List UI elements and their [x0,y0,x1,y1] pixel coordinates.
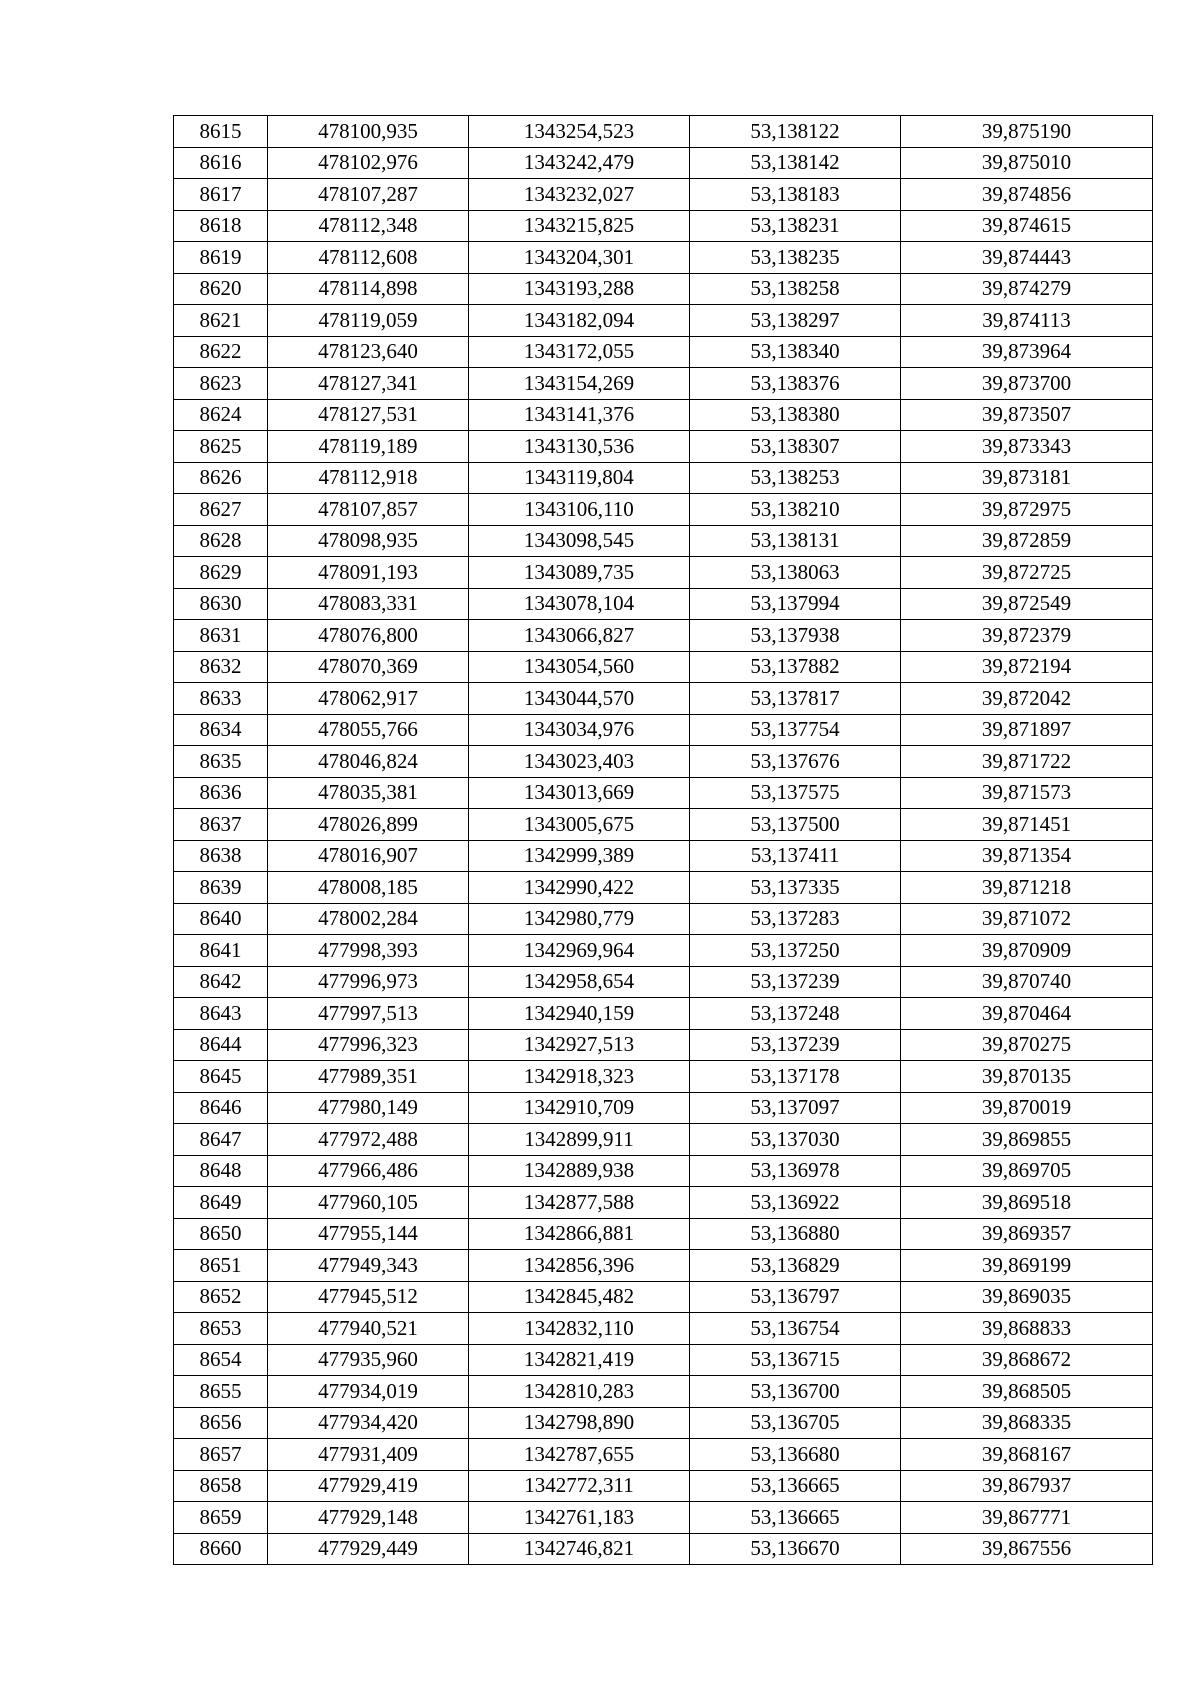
x-coordinate-cell: 478123,640 [268,336,469,368]
y-coordinate-cell: 1343182,094 [469,305,690,337]
longitude-cell: 39,874279 [901,273,1153,305]
table-row [174,651,1153,683]
longitude-cell: 39,873181 [901,462,1153,494]
latitude-cell: 53,138231 [690,210,901,242]
point-number-cell: 8629 [174,557,268,589]
point-number-cell: 8619 [174,242,268,274]
x-coordinate-cell: 477945,512 [268,1281,469,1313]
longitude-cell: 39,871722 [901,746,1153,778]
x-coordinate-cell: 478119,059 [268,305,469,337]
x-coordinate-cell: 478098,935 [268,525,469,557]
point-number-cell: 8643 [174,998,268,1030]
y-coordinate-cell: 1342940,159 [469,998,690,1030]
x-coordinate-cell: 478055,766 [268,714,469,746]
latitude-cell: 53,136705 [690,1407,901,1439]
latitude-cell: 53,137250 [690,935,901,967]
x-coordinate-cell: 478114,898 [268,273,469,305]
latitude-cell: 53,138297 [690,305,901,337]
y-coordinate-cell: 1342866,881 [469,1218,690,1250]
point-number-cell: 8628 [174,525,268,557]
point-number-cell: 8651 [174,1250,268,1282]
longitude-cell: 39,871897 [901,714,1153,746]
longitude-cell: 39,872194 [901,651,1153,683]
longitude-cell: 39,872975 [901,494,1153,526]
point-number-cell: 8624 [174,399,268,431]
x-coordinate-cell: 478070,369 [268,651,469,683]
latitude-cell: 53,136700 [690,1376,901,1408]
y-coordinate-cell: 1342999,389 [469,840,690,872]
table-row [174,1407,1153,1439]
x-coordinate-cell: 477997,513 [268,998,469,1030]
table-row [174,1313,1153,1345]
point-number-cell: 8647 [174,1124,268,1156]
x-coordinate-cell: 478091,193 [268,557,469,589]
coordinates-table-body [174,116,1153,1565]
point-number-cell: 8659 [174,1502,268,1534]
point-number-cell: 8652 [174,1281,268,1313]
y-coordinate-cell: 1343034,976 [469,714,690,746]
y-coordinate-cell: 1342772,311 [469,1470,690,1502]
y-coordinate-cell: 1343013,669 [469,777,690,809]
x-coordinate-cell: 477940,521 [268,1313,469,1345]
table-row [174,273,1153,305]
latitude-cell: 53,137335 [690,872,901,904]
table-row [174,494,1153,526]
table-row [174,588,1153,620]
latitude-cell: 53,136715 [690,1344,901,1376]
longitude-cell: 39,872379 [901,620,1153,652]
longitude-cell: 39,868335 [901,1407,1153,1439]
y-coordinate-cell: 1342761,183 [469,1502,690,1534]
longitude-cell: 39,872725 [901,557,1153,589]
longitude-cell: 39,870740 [901,966,1153,998]
y-coordinate-cell: 1342980,779 [469,903,690,935]
table-row [174,746,1153,778]
x-coordinate-cell: 478100,935 [268,116,469,148]
table-row [174,840,1153,872]
latitude-cell: 53,136680 [690,1439,901,1471]
longitude-cell: 39,870019 [901,1092,1153,1124]
y-coordinate-cell: 1343232,027 [469,179,690,211]
longitude-cell: 39,870909 [901,935,1153,967]
latitude-cell: 53,138183 [690,179,901,211]
y-coordinate-cell: 1343172,055 [469,336,690,368]
table-row [174,1502,1153,1534]
y-coordinate-cell: 1343078,104 [469,588,690,620]
table-row [174,1376,1153,1408]
point-number-cell: 8654 [174,1344,268,1376]
latitude-cell: 53,137283 [690,903,901,935]
x-coordinate-cell: 478107,287 [268,179,469,211]
x-coordinate-cell: 478083,331 [268,588,469,620]
longitude-cell: 39,872549 [901,588,1153,620]
longitude-cell: 39,867771 [901,1502,1153,1534]
latitude-cell: 53,136665 [690,1470,901,1502]
point-number-cell: 8650 [174,1218,268,1250]
table-row [174,683,1153,715]
y-coordinate-cell: 1343130,536 [469,431,690,463]
longitude-cell: 39,871072 [901,903,1153,935]
x-coordinate-cell: 478016,907 [268,840,469,872]
table-row [174,179,1153,211]
latitude-cell: 53,138376 [690,368,901,400]
y-coordinate-cell: 1342927,513 [469,1029,690,1061]
longitude-cell: 39,871573 [901,777,1153,809]
point-number-cell: 8637 [174,809,268,841]
longitude-cell: 39,873700 [901,368,1153,400]
x-coordinate-cell: 477929,148 [268,1502,469,1534]
point-number-cell: 8642 [174,966,268,998]
table-row [174,462,1153,494]
y-coordinate-cell: 1342969,964 [469,935,690,967]
point-number-cell: 8660 [174,1533,268,1565]
y-coordinate-cell: 1342990,422 [469,872,690,904]
x-coordinate-cell: 477929,419 [268,1470,469,1502]
x-coordinate-cell: 477949,343 [268,1250,469,1282]
point-number-cell: 8618 [174,210,268,242]
y-coordinate-cell: 1343098,545 [469,525,690,557]
latitude-cell: 53,137178 [690,1061,901,1093]
table-row [174,903,1153,935]
y-coordinate-cell: 1342787,655 [469,1439,690,1471]
point-number-cell: 8648 [174,1155,268,1187]
table-row [174,998,1153,1030]
table-row [174,777,1153,809]
table-row [174,1533,1153,1565]
point-number-cell: 8632 [174,651,268,683]
x-coordinate-cell: 477929,449 [268,1533,469,1565]
point-number-cell: 8621 [174,305,268,337]
table-row [174,1029,1153,1061]
longitude-cell: 39,871451 [901,809,1153,841]
table-row [174,210,1153,242]
latitude-cell: 53,137575 [690,777,901,809]
longitude-cell: 39,871354 [901,840,1153,872]
table-row [174,1155,1153,1187]
point-number-cell: 8639 [174,872,268,904]
longitude-cell: 39,875010 [901,147,1153,179]
x-coordinate-cell: 478127,531 [268,399,469,431]
table-row [174,1218,1153,1250]
point-number-cell: 8646 [174,1092,268,1124]
y-coordinate-cell: 1343023,403 [469,746,690,778]
latitude-cell: 53,137882 [690,651,901,683]
table-row [174,557,1153,589]
table-row [174,1061,1153,1093]
y-coordinate-cell: 1343106,110 [469,494,690,526]
x-coordinate-cell: 478035,381 [268,777,469,809]
x-coordinate-cell: 478127,341 [268,368,469,400]
table-row [174,305,1153,337]
y-coordinate-cell: 1342958,654 [469,966,690,998]
x-coordinate-cell: 478112,608 [268,242,469,274]
x-coordinate-cell: 477934,019 [268,1376,469,1408]
longitude-cell: 39,869357 [901,1218,1153,1250]
table-row [174,368,1153,400]
longitude-cell: 39,867937 [901,1470,1153,1502]
table-row [174,935,1153,967]
latitude-cell: 53,136978 [690,1155,901,1187]
latitude-cell: 53,138063 [690,557,901,589]
latitude-cell: 53,136665 [690,1502,901,1534]
x-coordinate-cell: 478076,800 [268,620,469,652]
table-row [174,966,1153,998]
table-row [174,1092,1153,1124]
latitude-cell: 53,138122 [690,116,901,148]
latitude-cell: 53,138131 [690,525,901,557]
point-number-cell: 8625 [174,431,268,463]
table-row [174,714,1153,746]
longitude-cell: 39,871218 [901,872,1153,904]
x-coordinate-cell: 478062,917 [268,683,469,715]
x-coordinate-cell: 478112,348 [268,210,469,242]
point-number-cell: 8633 [174,683,268,715]
point-number-cell: 8658 [174,1470,268,1502]
x-coordinate-cell: 478002,284 [268,903,469,935]
point-number-cell: 8656 [174,1407,268,1439]
table-row [174,116,1153,148]
table-row [174,431,1153,463]
y-coordinate-cell: 1342821,419 [469,1344,690,1376]
x-coordinate-cell: 478026,899 [268,809,469,841]
longitude-cell: 39,873964 [901,336,1153,368]
point-number-cell: 8634 [174,714,268,746]
x-coordinate-cell: 478008,185 [268,872,469,904]
point-number-cell: 8638 [174,840,268,872]
longitude-cell: 39,874113 [901,305,1153,337]
table-row [174,1344,1153,1376]
point-number-cell: 8644 [174,1029,268,1061]
longitude-cell: 39,872042 [901,683,1153,715]
x-coordinate-cell: 477966,486 [268,1155,469,1187]
table-row [174,399,1153,431]
longitude-cell: 39,868167 [901,1439,1153,1471]
table-row [174,1124,1153,1156]
x-coordinate-cell: 477996,973 [268,966,469,998]
latitude-cell: 53,136797 [690,1281,901,1313]
longitude-cell: 39,869855 [901,1124,1153,1156]
x-coordinate-cell: 477960,105 [268,1187,469,1219]
longitude-cell: 39,874856 [901,179,1153,211]
y-coordinate-cell: 1343141,376 [469,399,690,431]
table-row [174,1187,1153,1219]
point-number-cell: 8635 [174,746,268,778]
latitude-cell: 53,138340 [690,336,901,368]
latitude-cell: 53,137754 [690,714,901,746]
latitude-cell: 53,136922 [690,1187,901,1219]
point-number-cell: 8623 [174,368,268,400]
y-coordinate-cell: 1343242,479 [469,147,690,179]
longitude-cell: 39,870464 [901,998,1153,1030]
longitude-cell: 39,873507 [901,399,1153,431]
latitude-cell: 53,137248 [690,998,901,1030]
latitude-cell: 53,138142 [690,147,901,179]
longitude-cell: 39,868505 [901,1376,1153,1408]
y-coordinate-cell: 1343119,804 [469,462,690,494]
longitude-cell: 39,869199 [901,1250,1153,1282]
latitude-cell: 53,137239 [690,966,901,998]
y-coordinate-cell: 1342918,323 [469,1061,690,1093]
x-coordinate-cell: 478046,824 [268,746,469,778]
x-coordinate-cell: 478112,918 [268,462,469,494]
longitude-cell: 39,869705 [901,1155,1153,1187]
point-number-cell: 8615 [174,116,268,148]
x-coordinate-cell: 478119,189 [268,431,469,463]
y-coordinate-cell: 1343254,523 [469,116,690,148]
latitude-cell: 53,137676 [690,746,901,778]
point-number-cell: 8640 [174,903,268,935]
y-coordinate-cell: 1342877,588 [469,1187,690,1219]
y-coordinate-cell: 1343215,825 [469,210,690,242]
point-number-cell: 8649 [174,1187,268,1219]
point-number-cell: 8616 [174,147,268,179]
y-coordinate-cell: 1343066,827 [469,620,690,652]
x-coordinate-cell: 477996,323 [268,1029,469,1061]
point-number-cell: 8645 [174,1061,268,1093]
x-coordinate-cell: 477972,488 [268,1124,469,1156]
y-coordinate-cell: 1343005,675 [469,809,690,841]
table-row [174,809,1153,841]
y-coordinate-cell: 1342899,911 [469,1124,690,1156]
longitude-cell: 39,874443 [901,242,1153,274]
table-row [174,525,1153,557]
x-coordinate-cell: 477998,393 [268,935,469,967]
table-row [174,336,1153,368]
table-row [174,242,1153,274]
table-row [174,620,1153,652]
x-coordinate-cell: 477989,351 [268,1061,469,1093]
y-coordinate-cell: 1342910,709 [469,1092,690,1124]
latitude-cell: 53,136670 [690,1533,901,1565]
latitude-cell: 53,137239 [690,1029,901,1061]
point-number-cell: 8636 [174,777,268,809]
latitude-cell: 53,137030 [690,1124,901,1156]
longitude-cell: 39,874615 [901,210,1153,242]
latitude-cell: 53,138307 [690,431,901,463]
longitude-cell: 39,875190 [901,116,1153,148]
latitude-cell: 53,137994 [690,588,901,620]
x-coordinate-cell: 478102,976 [268,147,469,179]
y-coordinate-cell: 1343154,269 [469,368,690,400]
longitude-cell: 39,872859 [901,525,1153,557]
longitude-cell: 39,873343 [901,431,1153,463]
y-coordinate-cell: 1343044,570 [469,683,690,715]
latitude-cell: 53,137817 [690,683,901,715]
longitude-cell: 39,868672 [901,1344,1153,1376]
point-number-cell: 8653 [174,1313,268,1345]
y-coordinate-cell: 1343193,288 [469,273,690,305]
point-number-cell: 8620 [174,273,268,305]
table-row [174,1439,1153,1471]
table-row [174,147,1153,179]
latitude-cell: 53,136754 [690,1313,901,1345]
point-number-cell: 8626 [174,462,268,494]
x-coordinate-cell: 477935,960 [268,1344,469,1376]
table-row [174,872,1153,904]
y-coordinate-cell: 1342810,283 [469,1376,690,1408]
latitude-cell: 53,138210 [690,494,901,526]
point-number-cell: 8622 [174,336,268,368]
latitude-cell: 53,138235 [690,242,901,274]
latitude-cell: 53,138258 [690,273,901,305]
y-coordinate-cell: 1342746,821 [469,1533,690,1565]
x-coordinate-cell: 477931,409 [268,1439,469,1471]
point-number-cell: 8641 [174,935,268,967]
latitude-cell: 53,137938 [690,620,901,652]
y-coordinate-cell: 1342845,482 [469,1281,690,1313]
latitude-cell: 53,137097 [690,1092,901,1124]
x-coordinate-cell: 477934,420 [268,1407,469,1439]
latitude-cell: 53,137500 [690,809,901,841]
longitude-cell: 39,867556 [901,1533,1153,1565]
point-number-cell: 8627 [174,494,268,526]
y-coordinate-cell: 1342889,938 [469,1155,690,1187]
point-number-cell: 8655 [174,1376,268,1408]
y-coordinate-cell: 1342798,890 [469,1407,690,1439]
x-coordinate-cell: 477955,144 [268,1218,469,1250]
latitude-cell: 53,138380 [690,399,901,431]
point-number-cell: 8617 [174,179,268,211]
y-coordinate-cell: 1342832,110 [469,1313,690,1345]
latitude-cell: 53,136880 [690,1218,901,1250]
latitude-cell: 53,136829 [690,1250,901,1282]
longitude-cell: 39,868833 [901,1313,1153,1345]
y-coordinate-cell: 1342856,396 [469,1250,690,1282]
x-coordinate-cell: 478107,857 [268,494,469,526]
longitude-cell: 39,869518 [901,1187,1153,1219]
longitude-cell: 39,870135 [901,1061,1153,1093]
y-coordinate-cell: 1343204,301 [469,242,690,274]
table-row [174,1250,1153,1282]
table-row [174,1281,1153,1313]
longitude-cell: 39,869035 [901,1281,1153,1313]
latitude-cell: 53,138253 [690,462,901,494]
latitude-cell: 53,137411 [690,840,901,872]
coordinates-table [173,115,1153,1565]
point-number-cell: 8631 [174,620,268,652]
y-coordinate-cell: 1343089,735 [469,557,690,589]
point-number-cell: 8630 [174,588,268,620]
x-coordinate-cell: 477980,149 [268,1092,469,1124]
table-row [174,1470,1153,1502]
point-number-cell: 8657 [174,1439,268,1471]
longitude-cell: 39,870275 [901,1029,1153,1061]
y-coordinate-cell: 1343054,560 [469,651,690,683]
